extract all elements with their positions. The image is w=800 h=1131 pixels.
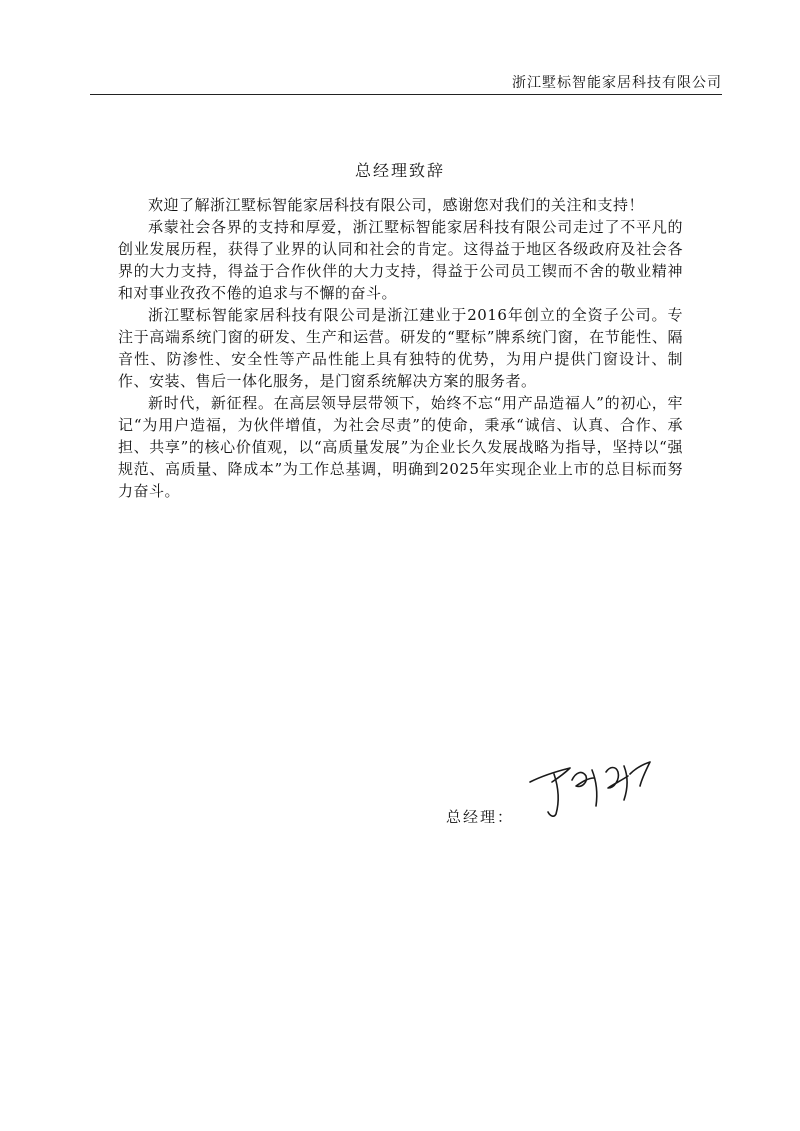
- paragraph-thanks: 承蒙社会各界的支持和厚爱，浙江墅标智能家居科技有限公司走过了不平凡的创业发展历程，获得了业界的认同和社会的肯定。这得益于地区各级政府及社会各界的大力支持，得益于合作伙伴的大力支持，得益于公司员工锲而不舍的敬业精神和对事业孜孜不倦的追求与不懈的奋斗。: [118, 218, 683, 302]
- paragraph-company-intro: 浙江墅标智能家居科技有限公司是浙江建业于2016年创立的全资子公司。专注于高端系统门窗的研发、生产和运营。研发的“墅标”牌系统门窗，在节能性、隔音性、防渗性、安全性等产品性能上具有独特的优势，为用户提供门窗设计、制作、安装、售后一体化服务，是门窗系统解决方案的服务者。: [118, 306, 683, 390]
- letter-title: 总经理致辞: [354, 161, 445, 180]
- paragraph-welcome: 欢迎了解浙江墅标智能家居科技有限公司，感谢您对我们的关注和支持！: [148, 196, 645, 214]
- letter-body: [118, 194, 683, 502]
- handwritten-signature: [524, 752, 664, 832]
- signature-label: 总经理：: [446, 808, 515, 826]
- header-divider: [90, 94, 722, 95]
- header-company-name: 浙江墅标智能家居科技有限公司: [512, 75, 722, 91]
- paragraph-mission: 新时代，新征程。在高层领导层带领下，始终不忘“用产品造福人”的初心，牢记“为用户造福，为伙伴增值，为社会尽责”的使命，秉承“诚信、认真、合作、承担、共享”的核心价值观，以“高质量发展”为企业长久发展战略为指导，坚持以“强规范、高质量、降成本”为工作总基调，明确到2025年实现企业上市的总目标而努力奋斗。: [118, 394, 683, 500]
